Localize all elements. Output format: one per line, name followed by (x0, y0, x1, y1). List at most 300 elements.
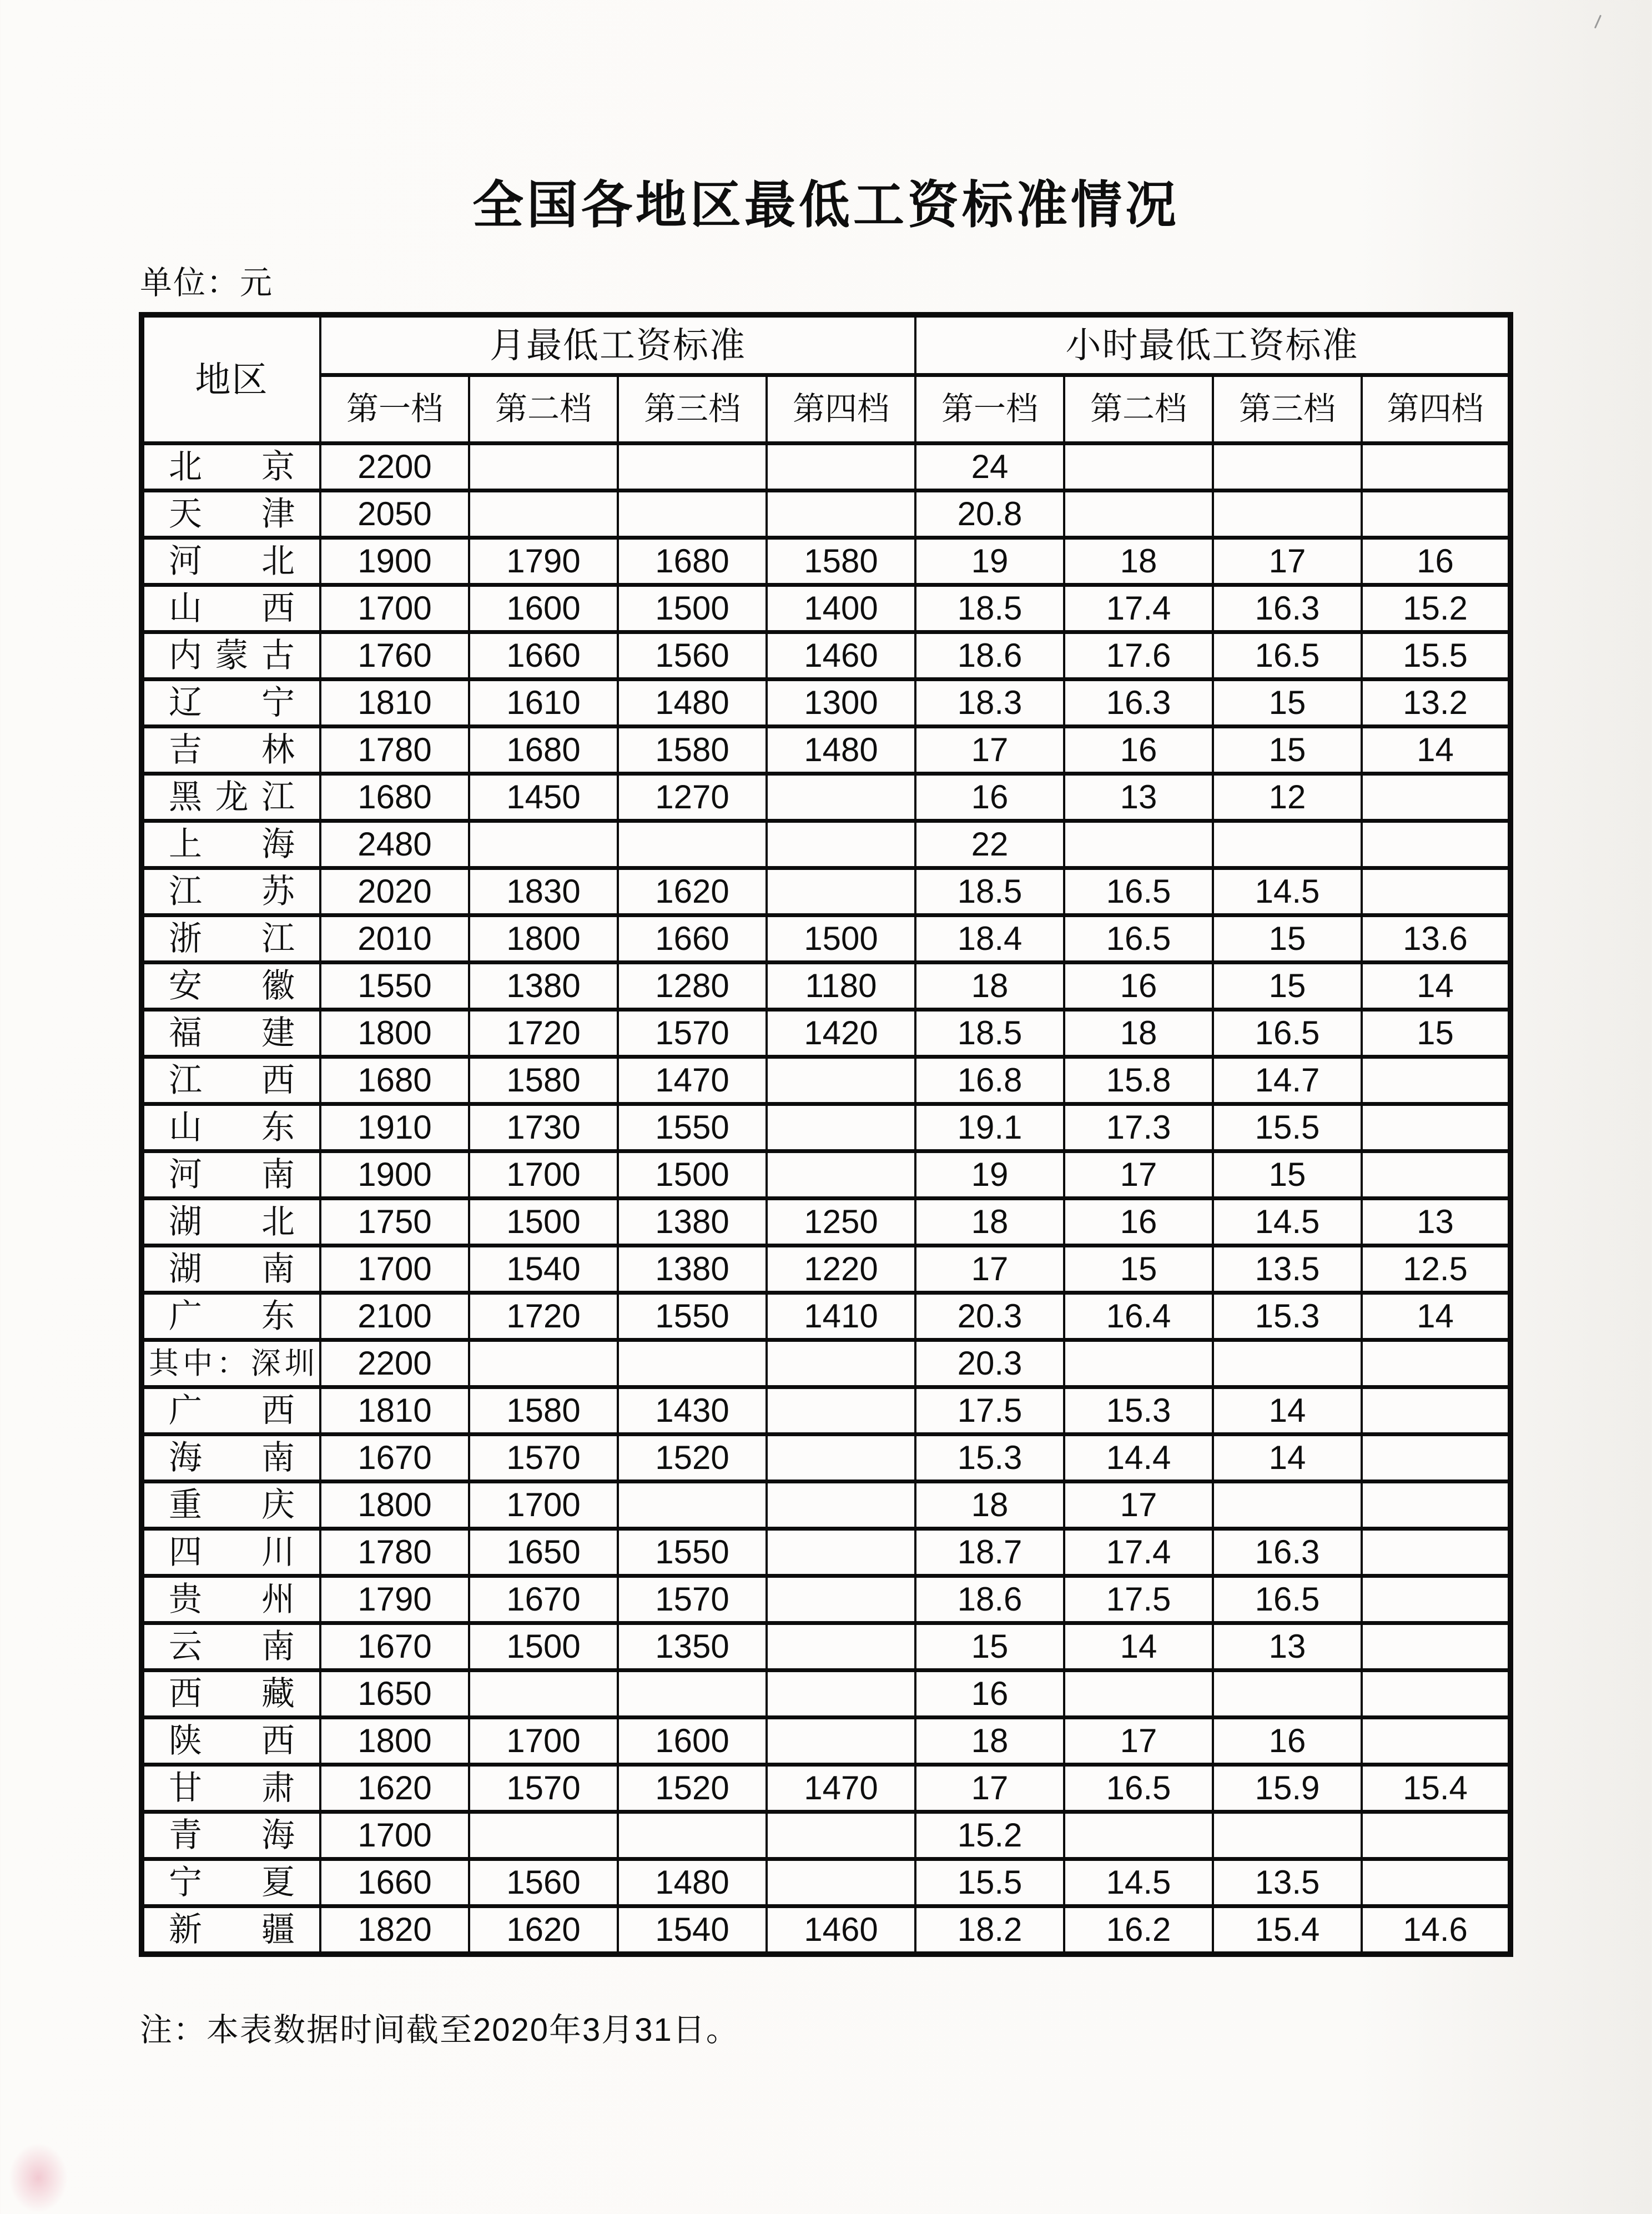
monthly-tier1-cell: 2480 (320, 821, 469, 868)
monthly-tier1-cell: 1800 (320, 1718, 469, 1765)
hourly-tier2-cell: 16.4 (1064, 1293, 1213, 1340)
table-row (142, 1765, 1510, 1812)
hourly-tier1-cell: 24 (915, 444, 1064, 491)
hourly-tier3-cell: 14.7 (1213, 1057, 1362, 1104)
region-cell: 甘肃 (142, 1765, 320, 1812)
hourly-tier3-cell: 15 (1213, 680, 1362, 727)
hourly-tier1-cell: 18.4 (915, 915, 1064, 963)
monthly-tier1-cell: 1900 (320, 1151, 469, 1199)
hourly-tier3-cell: 15.3 (1213, 1293, 1362, 1340)
hourly-tier2-cell: 16 (1064, 963, 1213, 1010)
region-cell: 山西 (142, 585, 320, 632)
monthly-tier2-cell: 1700 (469, 1718, 618, 1765)
region-cell: 云南 (142, 1623, 320, 1670)
monthly-tier1-header: 第一档 (320, 375, 469, 444)
monthly-tier2-header: 第二档 (469, 375, 618, 444)
hourly-tier3-cell: 15 (1213, 1151, 1362, 1199)
table-body (142, 444, 1510, 1955)
region-cell: 海南 (142, 1435, 320, 1482)
hourly-tier2-cell: 17.4 (1064, 585, 1213, 632)
hourly-tier3-cell: 15.9 (1213, 1765, 1362, 1812)
hourly-tier2-cell: 16.3 (1064, 680, 1213, 727)
monthly-tier2-cell: 1790 (469, 538, 618, 585)
monthly-tier1-cell: 1700 (320, 585, 469, 632)
monthly-tier4-cell: 1480 (767, 727, 915, 774)
hourly-tier3-cell (1213, 821, 1362, 868)
hourly-tier1-cell: 15.5 (915, 1859, 1064, 1906)
region-cell: 其中：深圳 (142, 1340, 320, 1387)
hourly-tier3-cell: 16 (1213, 1718, 1362, 1765)
monthly-tier1-cell: 1680 (320, 1057, 469, 1104)
hourly-tier1-cell: 18.5 (915, 1010, 1064, 1057)
monthly-tier2-cell (469, 1340, 618, 1387)
table-row (142, 1623, 1510, 1670)
hourly-tier1-cell: 16 (915, 774, 1064, 821)
hourly-tier2-cell: 18 (1064, 1010, 1213, 1057)
table-row (142, 1104, 1510, 1151)
monthly-tier2-cell (469, 444, 618, 491)
hourly-tier1-cell: 18.5 (915, 868, 1064, 915)
monthly-tier4-cell (767, 1623, 915, 1670)
monthly-tier1-cell: 1620 (320, 1765, 469, 1812)
monthly-tier2-cell (469, 1670, 618, 1718)
monthly-tier3-cell: 1580 (618, 727, 767, 774)
hourly-tier3-cell (1213, 1670, 1362, 1718)
hourly-tier1-cell: 18.2 (915, 1906, 1064, 1955)
region-cell: 四川 (142, 1529, 320, 1576)
monthly-tier2-cell: 1800 (469, 915, 618, 963)
table-row (142, 1435, 1510, 1482)
hourly-tier2-cell (1064, 491, 1213, 538)
monthly-tier4-cell: 1410 (767, 1293, 915, 1340)
monthly-tier1-cell: 1660 (320, 1859, 469, 1906)
table-row (142, 1812, 1510, 1859)
monthly-tier4-cell (767, 868, 915, 915)
monthly-tier1-cell: 1550 (320, 963, 469, 1010)
region-cell: 山东 (142, 1104, 320, 1151)
monthly-tier1-cell: 1910 (320, 1104, 469, 1151)
table-row (142, 1199, 1510, 1246)
monthly-tier4-cell (767, 1670, 915, 1718)
region-cell: 福建 (142, 1010, 320, 1057)
hourly-tier3-cell: 16.5 (1213, 632, 1362, 680)
monthly-tier1-cell: 1650 (320, 1670, 469, 1718)
monthly-tier3-cell: 1560 (618, 632, 767, 680)
hourly-tier3-cell: 15 (1213, 915, 1362, 963)
monthly-tier4-cell: 1180 (767, 963, 915, 1010)
hourly-tier2-cell (1064, 1812, 1213, 1859)
region-cell: 青海 (142, 1812, 320, 1859)
table-row (142, 1670, 1510, 1718)
hourly-tier4-cell: 15.5 (1362, 632, 1510, 680)
hourly-tier3-cell: 14.5 (1213, 1199, 1362, 1246)
monthly-tier3-cell: 1570 (618, 1010, 767, 1057)
monthly-tier1-cell: 2200 (320, 444, 469, 491)
monthly-tier3-cell: 1480 (618, 1859, 767, 1906)
hourly-tier3-cell: 14.5 (1213, 868, 1362, 915)
table-row (142, 1906, 1510, 1955)
hourly-tier4-cell: 15 (1362, 1010, 1510, 1057)
hourly-tier3-cell: 16.3 (1213, 1529, 1362, 1576)
hourly-tier4-cell: 14 (1362, 1293, 1510, 1340)
hourly-tier1-cell: 18.7 (915, 1529, 1064, 1576)
hourly-tier2-cell: 16 (1064, 727, 1213, 774)
monthly-tier4-cell: 1500 (767, 915, 915, 963)
hourly-tier1-cell: 16 (915, 1670, 1064, 1718)
monthly-tier1-cell: 2050 (320, 491, 469, 538)
monthly-tier2-cell (469, 821, 618, 868)
hourly-tier3-cell: 17 (1213, 538, 1362, 585)
monthly-tier1-cell: 1750 (320, 1199, 469, 1246)
hourly-tier1-cell: 18 (915, 1482, 1064, 1529)
monthly-tier3-cell: 1500 (618, 1151, 767, 1199)
hourly-tier1-cell: 20.3 (915, 1293, 1064, 1340)
hourly-tier4-cell (1362, 444, 1510, 491)
table-row (142, 444, 1510, 491)
hourly-tier3-cell: 15 (1213, 727, 1362, 774)
table-row (142, 1576, 1510, 1623)
monthly-tier3-cell: 1430 (618, 1387, 767, 1435)
monthly-tier2-cell: 1830 (469, 868, 618, 915)
header-tier-row (142, 375, 1510, 444)
monthly-tier2-cell: 1570 (469, 1435, 618, 1482)
hourly-tier1-cell: 15.2 (915, 1812, 1064, 1859)
hourly-tier3-cell: 13.5 (1213, 1859, 1362, 1906)
monthly-tier1-cell: 1680 (320, 774, 469, 821)
monthly-tier3-cell (618, 821, 767, 868)
hourly-tier4-cell (1362, 774, 1510, 821)
monthly-tier4-cell (767, 1812, 915, 1859)
hourly-tier4-cell (1362, 1529, 1510, 1576)
monthly-tier3-cell (618, 1340, 767, 1387)
hourly-tier4-cell (1362, 1718, 1510, 1765)
hourly-tier4-cell (1362, 1057, 1510, 1104)
hourly-tier1-cell: 20.3 (915, 1340, 1064, 1387)
hourly-tier3-cell (1213, 1340, 1362, 1387)
hourly-tier2-cell: 16.5 (1064, 1765, 1213, 1812)
monthly-tier1-cell: 1790 (320, 1576, 469, 1623)
hourly-tier1-cell: 19.1 (915, 1104, 1064, 1151)
monthly-tier2-cell (469, 1812, 618, 1859)
table-row (142, 821, 1510, 868)
monthly-tier3-cell: 1660 (618, 915, 767, 963)
hourly-tier3-cell (1213, 1812, 1362, 1859)
monthly-tier3-cell: 1520 (618, 1765, 767, 1812)
hourly-tier2-cell: 14 (1064, 1623, 1213, 1670)
monthly-tier2-cell: 1650 (469, 1529, 618, 1576)
monthly-tier2-cell: 1380 (469, 963, 618, 1010)
hourly-tier3-cell (1213, 444, 1362, 491)
monthly-tier4-cell (767, 1340, 915, 1387)
hourly-tier4-cell (1362, 1576, 1510, 1623)
hourly-tier1-cell: 18.6 (915, 632, 1064, 680)
table-row (142, 632, 1510, 680)
hourly-tier2-cell (1064, 821, 1213, 868)
hourly-tier1-cell: 15.3 (915, 1435, 1064, 1482)
hourly-tier4-cell (1362, 1482, 1510, 1529)
hourly-tier3-cell (1213, 491, 1362, 538)
hourly-tier2-cell: 15.3 (1064, 1387, 1213, 1435)
table-row (142, 1387, 1510, 1435)
monthly-tier3-cell (618, 1812, 767, 1859)
table-row (142, 1482, 1510, 1529)
region-column-header: 地区 (142, 315, 320, 444)
hourly-tier4-cell: 13 (1362, 1199, 1510, 1246)
hourly-tier2-cell: 15 (1064, 1246, 1213, 1293)
hourly-tier4-header: 第四档 (1362, 375, 1510, 444)
monthly-tier4-cell: 1250 (767, 1199, 915, 1246)
hourly-tier3-cell: 16.3 (1213, 585, 1362, 632)
monthly-tier2-cell: 1500 (469, 1199, 618, 1246)
region-cell: 北京 (142, 444, 320, 491)
hourly-tier1-cell: 18.3 (915, 680, 1064, 727)
hourly-tier4-cell (1362, 1859, 1510, 1906)
monthly-tier4-cell (767, 1529, 915, 1576)
hourly-tier2-cell: 17 (1064, 1718, 1213, 1765)
hourly-tier2-cell: 16.5 (1064, 868, 1213, 915)
scan-smudge-artifact (8, 2142, 69, 2214)
region-cell: 上海 (142, 821, 320, 868)
monthly-tier1-cell: 1810 (320, 1387, 469, 1435)
hourly-tier1-cell: 19 (915, 1151, 1064, 1199)
hourly-tier2-cell: 16.2 (1064, 1906, 1213, 1955)
monthly-tier3-cell: 1680 (618, 538, 767, 585)
monthly-tier1-cell: 1900 (320, 538, 469, 585)
hourly-tier4-cell (1362, 1435, 1510, 1482)
region-cell: 重庆 (142, 1482, 320, 1529)
region-cell: 陕西 (142, 1718, 320, 1765)
monthly-tier2-cell: 1570 (469, 1765, 618, 1812)
hourly-tier3-cell: 14 (1213, 1387, 1362, 1435)
hourly-tier2-cell: 17.6 (1064, 632, 1213, 680)
hourly-tier3-cell: 13 (1213, 1623, 1362, 1670)
monthly-tier1-cell: 1820 (320, 1906, 469, 1955)
region-cell: 黑龙江 (142, 774, 320, 821)
hourly-tier3-cell: 13.5 (1213, 1246, 1362, 1293)
table-row (142, 1529, 1510, 1576)
hourly-tier1-cell: 18 (915, 963, 1064, 1010)
hourly-tier2-cell: 14.4 (1064, 1435, 1213, 1482)
region-cell: 天津 (142, 491, 320, 538)
monthly-tier3-cell: 1280 (618, 963, 767, 1010)
region-cell: 贵州 (142, 1576, 320, 1623)
table-row (142, 1293, 1510, 1340)
hourly-tier3-cell (1213, 1482, 1362, 1529)
monthly-tier2-cell: 1660 (469, 632, 618, 680)
table-row (142, 1151, 1510, 1199)
hourly-tier1-cell: 15 (915, 1623, 1064, 1670)
table-row (142, 1340, 1510, 1387)
monthly-tier4-cell: 1460 (767, 1906, 915, 1955)
page-title: 全国各地区最低工资标准情况 (472, 177, 1180, 234)
monthly-tier4-cell (767, 1104, 915, 1151)
hourly-tier4-cell (1362, 821, 1510, 868)
hourly-tier2-cell: 17.4 (1064, 1529, 1213, 1576)
region-cell: 宁夏 (142, 1859, 320, 1906)
region-cell: 吉林 (142, 727, 320, 774)
monthly-tier4-cell: 1300 (767, 680, 915, 727)
monthly-tier4-cell (767, 444, 915, 491)
region-cell: 江苏 (142, 868, 320, 915)
monthly-tier3-cell: 1550 (618, 1293, 767, 1340)
monthly-tier4-cell (767, 491, 915, 538)
hourly-tier2-cell (1064, 1670, 1213, 1718)
monthly-tier2-cell: 1730 (469, 1104, 618, 1151)
hourly-tier3-cell: 15 (1213, 963, 1362, 1010)
monthly-tier2-cell: 1620 (469, 1906, 618, 1955)
monthly-tier3-cell: 1600 (618, 1718, 767, 1765)
hourly-tier4-cell (1362, 1104, 1510, 1151)
table-row (142, 774, 1510, 821)
monthly-tier1-cell: 1800 (320, 1010, 469, 1057)
region-cell: 西藏 (142, 1670, 320, 1718)
region-cell: 安徽 (142, 963, 320, 1010)
hourly-tier2-cell (1064, 444, 1213, 491)
monthly-tier4-cell (767, 1718, 915, 1765)
monthly-tier3-cell (618, 1482, 767, 1529)
monthly-tier3-cell: 1380 (618, 1199, 767, 1246)
region-cell: 湖北 (142, 1199, 320, 1246)
table-row (142, 868, 1510, 915)
table-row (142, 491, 1510, 538)
monthly-tier1-cell: 1810 (320, 680, 469, 727)
monthly-tier2-cell: 1700 (469, 1151, 618, 1199)
hourly-tier1-cell: 17.5 (915, 1387, 1064, 1435)
minimum-wage-table (139, 312, 1513, 1957)
monthly-tier1-cell: 2100 (320, 1293, 469, 1340)
hourly-tier4-cell (1362, 1387, 1510, 1435)
monthly-tier3-cell: 1500 (618, 585, 767, 632)
monthly-tier2-cell: 1720 (469, 1293, 618, 1340)
monthly-tier4-cell: 1470 (767, 1765, 915, 1812)
hourly-tier1-cell: 19 (915, 538, 1064, 585)
monthly-tier3-cell: 1380 (618, 1246, 767, 1293)
hourly-tier4-cell: 14 (1362, 727, 1510, 774)
hourly-tier4-cell (1362, 1670, 1510, 1718)
monthly-tier2-cell: 1560 (469, 1859, 618, 1906)
monthly-tier2-cell (469, 491, 618, 538)
monthly-tier4-cell (767, 1435, 915, 1482)
hourly-tier3-cell: 12 (1213, 774, 1362, 821)
monthly-tier4-cell: 1460 (767, 632, 915, 680)
hourly-tier2-cell: 17 (1064, 1151, 1213, 1199)
monthly-tier4-cell: 1580 (767, 538, 915, 585)
monthly-tier2-cell: 1610 (469, 680, 618, 727)
monthly-tier1-cell: 2200 (320, 1340, 469, 1387)
hourly-tier2-cell: 17 (1064, 1482, 1213, 1529)
monthly-tier3-cell (618, 1670, 767, 1718)
hourly-group-header: 小时最低工资标准 (915, 315, 1510, 375)
monthly-tier3-cell (618, 491, 767, 538)
hourly-tier2-cell: 14.5 (1064, 1859, 1213, 1906)
monthly-tier4-cell (767, 1859, 915, 1906)
monthly-tier1-cell: 1800 (320, 1482, 469, 1529)
hourly-tier2-cell: 15.8 (1064, 1057, 1213, 1104)
hourly-tier1-cell: 17 (915, 1246, 1064, 1293)
monthly-tier4-cell (767, 1057, 915, 1104)
hourly-tier3-cell: 16.5 (1213, 1010, 1362, 1057)
table-row (142, 963, 1510, 1010)
monthly-tier4-cell: 1220 (767, 1246, 915, 1293)
hourly-tier4-cell (1362, 868, 1510, 915)
hourly-tier3-cell: 15.4 (1213, 1906, 1362, 1955)
monthly-tier4-cell: 1400 (767, 585, 915, 632)
table-row (142, 538, 1510, 585)
hourly-tier4-cell: 15.2 (1362, 585, 1510, 632)
hourly-tier1-cell: 17 (915, 727, 1064, 774)
monthly-group-header: 月最低工资标准 (320, 315, 915, 375)
monthly-tier3-header: 第三档 (618, 375, 767, 444)
hourly-tier1-cell: 16.8 (915, 1057, 1064, 1104)
monthly-tier4-cell (767, 1387, 915, 1435)
monthly-tier3-cell: 1520 (618, 1435, 767, 1482)
monthly-tier3-cell: 1550 (618, 1104, 767, 1151)
monthly-tier1-cell: 2010 (320, 915, 469, 963)
hourly-tier1-cell: 18.6 (915, 1576, 1064, 1623)
monthly-tier4-cell (767, 774, 915, 821)
monthly-tier3-cell: 1540 (618, 1906, 767, 1955)
hourly-tier4-cell: 12.5 (1362, 1246, 1510, 1293)
monthly-tier4-cell (767, 821, 915, 868)
monthly-tier4-cell (767, 1482, 915, 1529)
unit-label: 单位：元 (140, 265, 274, 301)
hourly-tier4-cell: 13.6 (1362, 915, 1510, 963)
hourly-tier1-cell: 20.8 (915, 491, 1064, 538)
region-cell: 新疆 (142, 1906, 320, 1955)
monthly-tier2-cell: 1500 (469, 1623, 618, 1670)
monthly-tier1-cell: 1760 (320, 632, 469, 680)
header-group-row (142, 315, 1510, 375)
monthly-tier1-cell: 1700 (320, 1246, 469, 1293)
monthly-tier2-cell: 1700 (469, 1482, 618, 1529)
monthly-tier3-cell: 1480 (618, 680, 767, 727)
hourly-tier4-cell: 13.2 (1362, 680, 1510, 727)
hourly-tier2-cell: 18 (1064, 538, 1213, 585)
region-cell: 内蒙古 (142, 632, 320, 680)
monthly-tier3-cell: 1350 (618, 1623, 767, 1670)
table-row (142, 585, 1510, 632)
hourly-tier2-cell: 13 (1064, 774, 1213, 821)
region-cell: 河南 (142, 1151, 320, 1199)
monthly-tier1-cell: 1700 (320, 1812, 469, 1859)
monthly-tier2-cell: 1720 (469, 1010, 618, 1057)
monthly-tier2-cell: 1540 (469, 1246, 618, 1293)
hourly-tier3-header: 第三档 (1213, 375, 1362, 444)
hourly-tier1-cell: 18.5 (915, 585, 1064, 632)
hourly-tier2-cell: 16.5 (1064, 915, 1213, 963)
monthly-tier2-cell: 1670 (469, 1576, 618, 1623)
region-cell: 辽宁 (142, 680, 320, 727)
hourly-tier3-cell: 16.5 (1213, 1576, 1362, 1623)
table-row (142, 680, 1510, 727)
monthly-tier1-cell: 2020 (320, 868, 469, 915)
monthly-tier3-cell: 1570 (618, 1576, 767, 1623)
hourly-tier4-cell (1362, 491, 1510, 538)
table-row (142, 1246, 1510, 1293)
monthly-tier3-cell (618, 444, 767, 491)
hourly-tier3-cell: 14 (1213, 1435, 1362, 1482)
monthly-tier4-cell (767, 1151, 915, 1199)
monthly-tier1-cell: 1670 (320, 1623, 469, 1670)
footnote: 注：本表数据时间截至2020年3月31日。 (140, 2012, 739, 2048)
region-cell: 广西 (142, 1387, 320, 1435)
region-cell: 江西 (142, 1057, 320, 1104)
hourly-tier4-cell: 14 (1362, 963, 1510, 1010)
monthly-tier2-cell: 1580 (469, 1057, 618, 1104)
hourly-tier4-cell: 16 (1362, 538, 1510, 585)
monthly-tier3-cell: 1550 (618, 1529, 767, 1576)
monthly-tier4-cell: 1420 (767, 1010, 915, 1057)
